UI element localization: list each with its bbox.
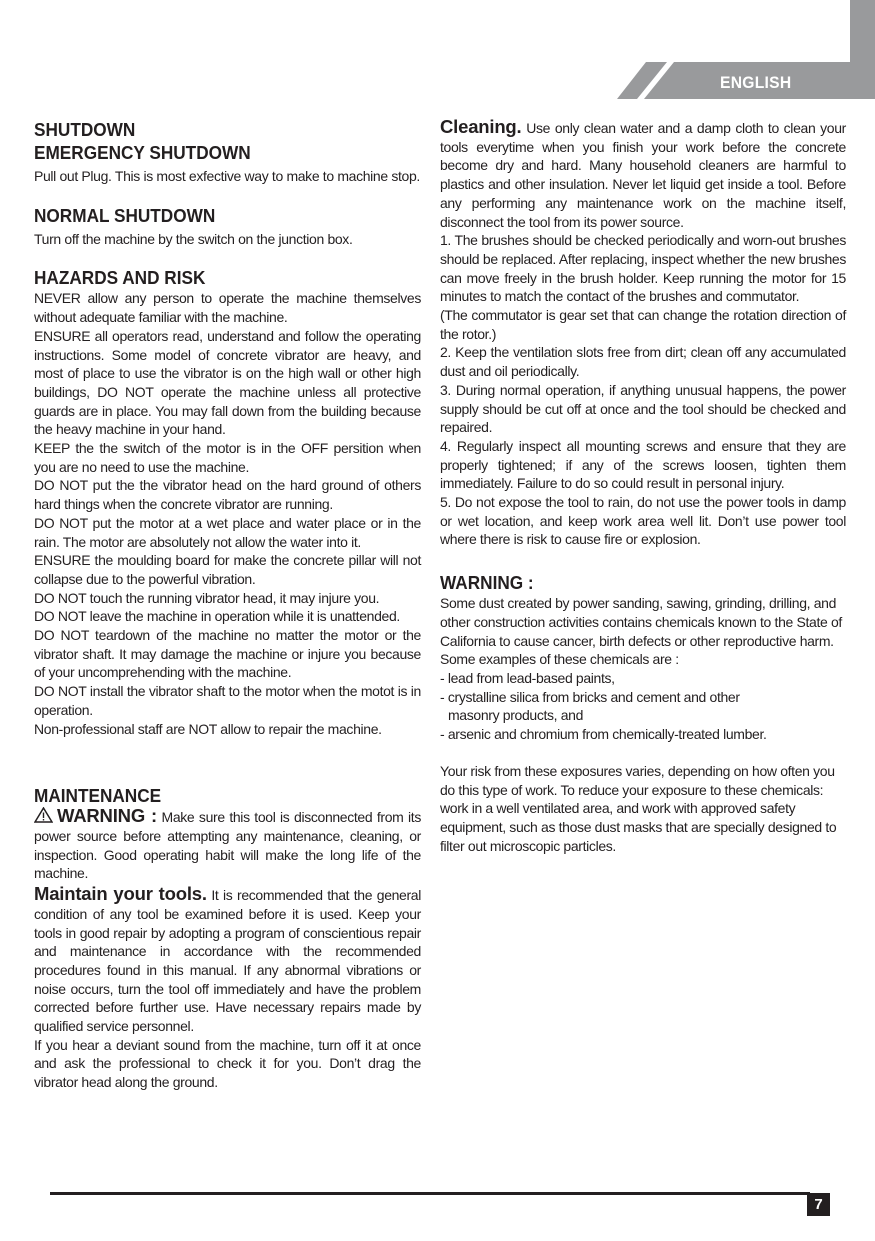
- maintenance-heading: MAINTENANCE: [34, 785, 162, 807]
- hazard-item: DO NOT put the motor at a wet place and water place or in the rain. The motor are absolutely not allow the water into it.: [34, 514, 421, 550]
- maintenance-section: [34, 784, 421, 1092]
- shutdown-heading: SHUTDOWN: [34, 119, 136, 140]
- header-vertical-bar: [850, 0, 875, 63]
- hazard-item: Non-professional staff are NOT allow to repair the machine.: [34, 720, 382, 737]
- cleaning-item: 5. Do not expose the tool to rain, do not use the power tools in damp or wet location, and keep work area well lit. Don’t use power tool where there is risk to cause fire or explosion.: [440, 494, 846, 548]
- warning-text: Make sure this tool is disconnected from its power source before attempting any maintenance, cleaning, or inspection. Good operating habit will make the long life of the machine.: [34, 809, 421, 882]
- risk-text: Your risk from these exposures varies, depending on how often you do this type of work. To reduce your exposure to these chemicals: work in a well ventilated area, and work with approved safety equipment, such as those dust masks that are specially designed to filter out microscopic particles.: [440, 762, 837, 854]
- emergency-shutdown-heading: EMERGENCY SHUTDOWN: [34, 142, 251, 163]
- cleaning-item: 1. The brushes should be checked periodically and worn-out brushes should be replaced. After replacing, inspect whether the new brushes can move freely in the brush holder. Keep running the motor for 15 minutes to match the contact of the brushes and commutator.: [440, 232, 846, 305]
- hazard-item: KEEP the the switch of the motor is in the OFF persition when you are no need to use the machine.: [34, 440, 421, 475]
- hazards-heading: HAZARDS AND RISK: [34, 267, 206, 289]
- cleaning-paragraph: [440, 118, 846, 231]
- warning-intro: Some dust created by power sanding, sawing, grinding, drilling, and other construction activities contains chemicals known to the State of California to cause cancer, birth defects or other reproductive harm. Some examples of these chemicals are :: [440, 595, 842, 668]
- hazard-item: ENSURE all operators read, understand and follow the operating instructions. Some model of concrete vibrator are heavy, and most of place to use the vibrator is on the high wall or other high buildings, DO NOT operate the machine unless all protective guards are in place. You may fall down from the building because the heavy machine in your hand.: [34, 327, 421, 438]
- page-number: 7: [807, 1193, 830, 1216]
- deviant-sound-text: If you hear a deviant sound from the machine, turn off it at once and ask the professional to check it for you. Don’t drag the vibrator head along the ground.: [34, 1036, 421, 1091]
- warning-section: [440, 571, 846, 855]
- cleaning-item: (The commutator is gear set that can change the rotation direction of the rotor.): [440, 307, 846, 342]
- cleaning-item: 3. During normal operation, if anything unusual happens, the power supply should be cut off at once and the tool should be checked and repaired.: [440, 381, 846, 436]
- hazards-section: [34, 266, 421, 738]
- right-column: [440, 118, 846, 855]
- hazard-item: DO NOT leave the machine in operation while it is unattended.: [34, 608, 400, 625]
- maintain-tools-label: Maintain your tools.: [34, 883, 207, 905]
- language-label: ENGLISH: [720, 73, 792, 92]
- warning-list-item: - crystalline silica from bricks and cement and other: [440, 688, 740, 705]
- cleaning-text: Use only clean water and a damp cloth to clean your tools everytime when you finish your work before the concrete become dry and hard. Many household cleaners are harmful to plastics and other insulation. Never let liquid get inside a tool. Before any performing any maintenance work on the machine itself, disconnect the tool from its power source.: [440, 120, 846, 230]
- warning-list-item: masonry products, and: [448, 707, 584, 724]
- warning-list-item: - lead from lead-based paints,: [440, 669, 615, 686]
- hazard-item: DO NOT put the the vibrator head on the hard ground of others hard things when the concrete vibrator are running.: [34, 477, 421, 513]
- warning-triangle-icon: [34, 807, 53, 823]
- warning-heading: WARNING :: [440, 572, 534, 594]
- hazard-item: ENSURE the moulding board for make the concrete pillar will not collapse due to the powerful vibration.: [34, 552, 421, 587]
- maintain-tools-text: It is recommended that the general condition of any tool be examined before it is used. Keep your tools in good repair by adopting a program of conscientious repair and maintenance in accordance with the recommended procedures found in this manual. If any abnormal vibrations or noise occurs, turn the tool off immediately and have the problem corrected before further use. Have necessary repairs made by qualified service personnel.: [34, 887, 422, 1035]
- warning-label: WARNING :: [57, 805, 157, 827]
- emergency-shutdown-text: Pull out Plug. This is most exfective way to make to machine stop.: [34, 168, 420, 184]
- hazard-item: DO NOT touch the running vibrator head, it may injure you.: [34, 589, 380, 606]
- normal-shutdown-heading: NORMAL SHUTDOWN: [34, 204, 216, 226]
- left-column: [34, 118, 421, 1092]
- shutdown-section: [34, 118, 421, 248]
- maintenance-warning: [34, 807, 421, 883]
- cleaning-item: 2. Keep the ventilation slots free from dirt; clean off any accumulated dust and oil periodically.: [440, 344, 846, 380]
- warning-list-item: - arsenic and chromium from chemically-treated lumber.: [440, 726, 767, 743]
- maintain-tools-paragraph: [34, 885, 421, 1036]
- cleaning-section: [440, 118, 846, 549]
- hazard-item: DO NOT teardown of the machine no matter the motor or the vibrator shaft. It may damage the machine or injure you because of your uncomprehending with the machine.: [34, 627, 421, 681]
- footer-rule: [50, 1192, 810, 1195]
- cleaning-label: Cleaning.: [440, 116, 522, 137]
- cleaning-item: 4. Regularly inspect all mounting screws and ensure that they are properly tightened; if any of the screws loosen, tighten them immediately. Failure to do so could result in personal injury.: [440, 437, 846, 492]
- hazard-item: NEVER allow any person to operate the machine themselves without adequate familiar with the machine.: [34, 290, 421, 326]
- normal-shutdown-text: Turn off the machine by the switch on the junction box.: [34, 230, 353, 247]
- hazard-item: DO NOT install the vibrator shaft to the motor when the motot is in operation.: [34, 683, 421, 718]
